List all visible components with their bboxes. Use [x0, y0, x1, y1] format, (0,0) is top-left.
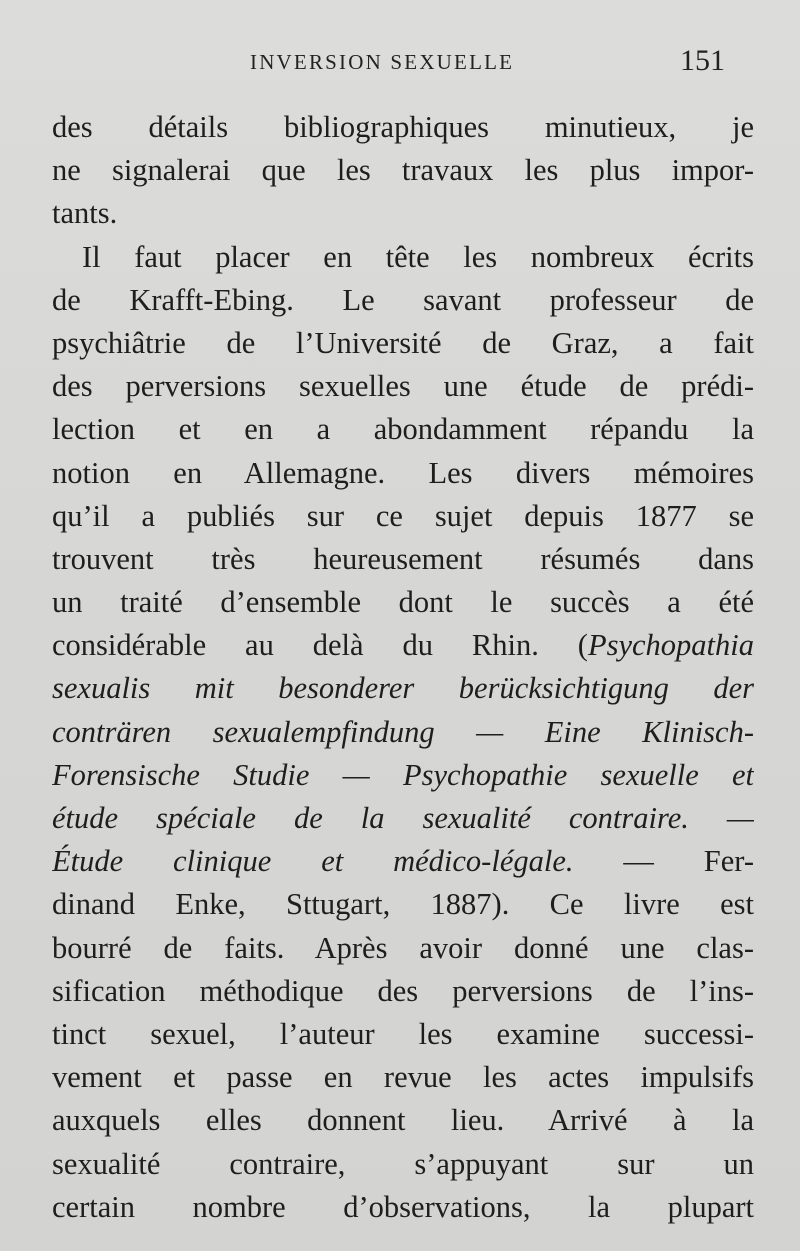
text-line: des perversions sexuelles une étude de prédi-: [52, 369, 754, 404]
running-title: INVERSION SEXUELLE: [250, 50, 515, 74]
text-line: tinct sexuel, l’auteur les examine successi-: [52, 1016, 754, 1051]
text-line: trouvent très heureusement résumés dans: [52, 541, 754, 576]
text-line: ne signalerai que les travaux les plus impor-: [52, 153, 754, 188]
text-roman: considérable au delà du Rhin. (: [52, 628, 588, 663]
running-header: [0, 44, 800, 84]
text-line: tants.: [52, 196, 118, 231]
text-line: certain nombre d’observations, la plupart: [52, 1189, 754, 1224]
text-line: vement et passe en revue les actes impulsifs: [52, 1060, 754, 1095]
paragraph-start-line: Il faut placer en tête les nombreux écrits: [82, 239, 754, 274]
text-line: psychiâtrie de l’Université de Graz, a fait: [52, 325, 754, 360]
book-title-line: sexualis mit besonderer berücksichtigung der: [52, 671, 754, 706]
text-line: un traité d’ensemble dont le succès a été: [52, 585, 754, 620]
book-title-line: étude spéciale de la sexualité contraire. —: [52, 801, 754, 835]
text-line: bourré de faits. Après avoir donné une clas-: [52, 930, 754, 965]
text-line: qu’il a publiés sur ce sujet depuis 1877 se: [52, 498, 754, 533]
body-text: [52, 106, 754, 1229]
text-line-mixed: [52, 624, 754, 667]
text-line: notion en Allemagne. Les divers mémoires: [52, 455, 754, 490]
text-roman: — Fer-: [573, 844, 754, 879]
text-line: lection et en a abondamment répandu la: [52, 412, 754, 447]
page-number: 151: [680, 44, 725, 77]
text-line: sification méthodique des perversions de l’ins-: [52, 973, 754, 1008]
book-title-italic: Psychopathia: [587, 628, 754, 663]
text-line: dinand Enke, Sttugart, 1887). Ce livre est: [52, 887, 754, 922]
book-title-line: Forensische Studie — Psychopathie sexuelle et: [52, 757, 754, 792]
text-line: de Krafft-Ebing. Le savant professeur de: [52, 282, 754, 317]
book-title-italic: Étude clinique et médico-légale.: [52, 844, 574, 879]
text-line: sexualité contraire, s’appuyant sur un: [52, 1146, 754, 1181]
text-line: des détails bibliographiques minutieux, je: [52, 110, 754, 144]
text-line-mixed: [52, 840, 754, 883]
text-line: auxquels elles donnent lieu. Arrivé à la: [52, 1103, 754, 1138]
book-title-line: conträren sexualempfindung — Eine Klinisch-: [52, 714, 754, 749]
